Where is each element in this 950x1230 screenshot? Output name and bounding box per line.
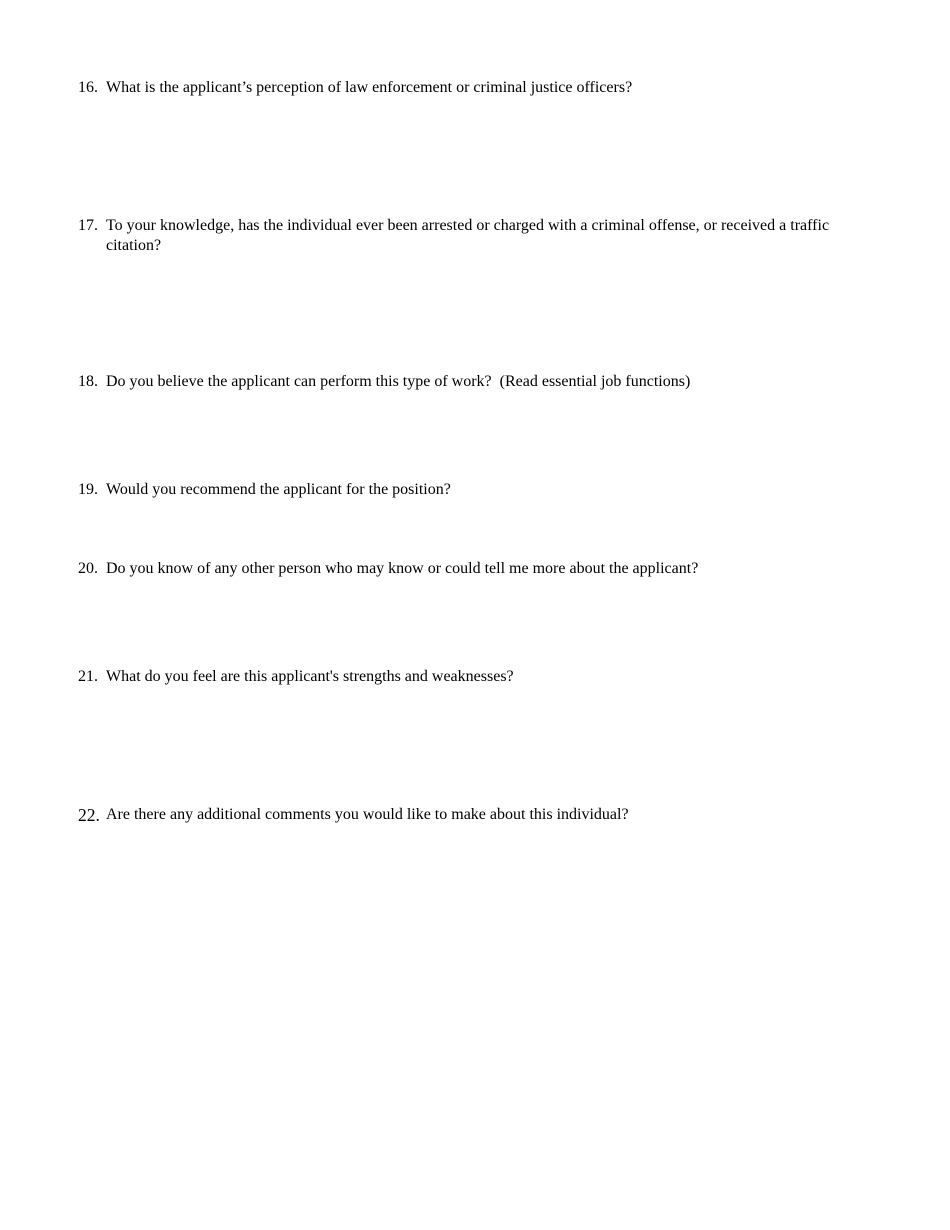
- question-number: 18.: [78, 373, 98, 390]
- question-22: [78, 805, 858, 825]
- question-number: 22.: [78, 805, 100, 825]
- question-number: 20.: [78, 560, 98, 577]
- question-text: Do you know of any other person who may know or could tell me more about the applicant?: [106, 560, 699, 577]
- question-text: What do you feel are this applicant's strengths and weaknesses?: [106, 668, 514, 685]
- question-number: 21.: [78, 668, 98, 685]
- question-number: 17.: [78, 217, 98, 234]
- question-number: 19.: [78, 481, 98, 498]
- question-16: [78, 78, 858, 98]
- question-20: [78, 559, 858, 579]
- question-text: Are there any additional comments you would like to make about this individual?: [106, 806, 629, 823]
- question-19: [78, 480, 858, 500]
- question-number: 16.: [78, 79, 98, 96]
- question-18: [78, 372, 858, 392]
- question-text: To your knowledge, has the individual ever been arrested or charged with a criminal offense, or received a traffic citation?: [106, 217, 834, 254]
- question-21: [78, 667, 858, 687]
- question-text: What is the applicant’s perception of law enforcement or criminal justice officers?: [106, 79, 633, 96]
- question-17: [78, 216, 858, 256]
- question-text: Would you recommend the applicant for the position?: [106, 481, 451, 498]
- question-text: Do you believe the applicant can perform this type of work? (Read essential job functions): [106, 373, 691, 390]
